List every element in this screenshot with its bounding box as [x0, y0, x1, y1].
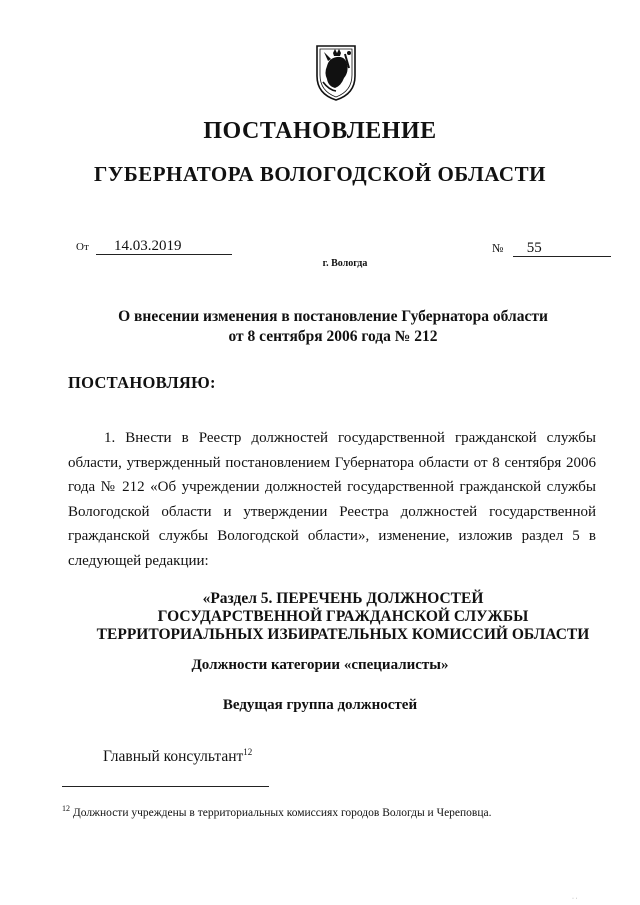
number-field — [492, 240, 611, 257]
number-label: № — [492, 241, 504, 255]
decree-heading: ПОСТАНОВЛЯЮ: — [68, 373, 216, 392]
coat-of-arms-icon — [311, 42, 361, 102]
date-field — [76, 238, 232, 255]
city-label: г. Вологда — [322, 258, 368, 269]
date-value: 14.03.2019 — [96, 239, 232, 255]
footnote — [62, 804, 492, 819]
footnote-number: 12 — [62, 804, 70, 813]
subject-line-2: от 8 сентября 2006 года № 212 — [228, 328, 438, 345]
subject-line-1: О внесении изменения в постановление Губернатора области — [118, 308, 548, 325]
number-value: 55 — [513, 241, 611, 257]
section-title-line-1: «Раздел 5. ПЕРЕЧЕНЬ ДОЛЖНОСТЕЙ — [202, 590, 484, 607]
footnote-text: Должности учреждены в территориальных комиссиях городов Вологды и Череповца. — [72, 806, 492, 819]
group-heading: Ведущая группа должностей — [222, 697, 418, 713]
section-title-line-2: ГОСУДАРСТВЕННОЙ ГРАЖДАНСКОЙ СЛУЖБЫ — [157, 608, 529, 625]
footnote-divider — [62, 786, 269, 787]
position-item — [103, 747, 252, 766]
body-paragraph — [68, 426, 596, 573]
issuer-title: ГУБЕРНАТОРА ВОЛОГОДСКОЙ ОБЛАСТИ — [94, 162, 546, 186]
category-heading: Должности категории «специалисты» — [191, 657, 449, 673]
date-label: От — [76, 241, 89, 253]
position-name: Главный консультант — [103, 748, 244, 766]
section-title-line-3: ТЕРРИТОРИАЛЬНЫХ ИЗБИРАТЕЛЬНЫХ КОМИССИЙ ОБЛАСТИ — [96, 626, 590, 643]
footnote-reference: 12 — [243, 747, 253, 757]
document-type-title: ПОСТАНОВЛЕНИЕ — [203, 118, 437, 144]
page-mark: · · — [572, 896, 578, 902]
body-paragraph-text: 1. Внести в Реестр должностей государственной гражданской службы области, утвержденный постановлением Губернатора области от 8 сентября 2006 года № 212 «Об учреждении должностей государственной гражданской службы Вологодской области и утверждении Реестра должностей государственной гражданской службы Вологодской области», изменение, изложив раздел 5 в следующей редакции: — [68, 430, 596, 569]
